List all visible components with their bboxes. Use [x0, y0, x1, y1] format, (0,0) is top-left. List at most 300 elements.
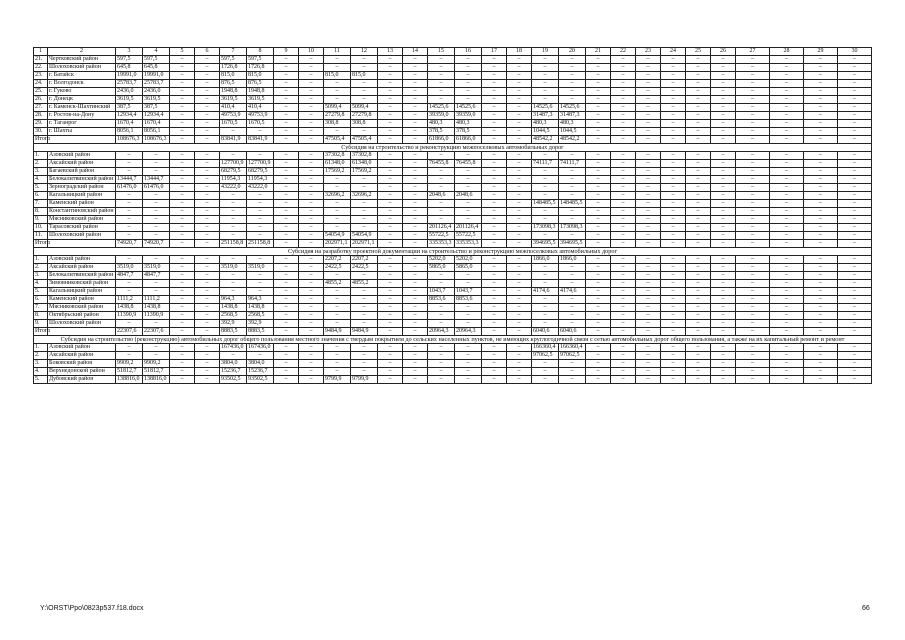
table-cell: 93502,5 — [220, 376, 247, 384]
table-cell: – — [378, 360, 403, 368]
table-cell: – — [559, 232, 586, 240]
table-cell: – — [838, 88, 872, 96]
column-number-cell: 18 — [507, 48, 532, 56]
table-cell: – — [195, 112, 220, 120]
table-cell: – — [736, 296, 770, 304]
table-cell: – — [378, 200, 403, 208]
table-cell: – — [586, 136, 611, 144]
table-cell: 201126,4 — [428, 224, 455, 232]
table-cell: – — [804, 352, 838, 360]
table-cell: 3619,5 — [247, 96, 274, 104]
table-cell: – — [586, 88, 611, 96]
table-cell: 30. — [34, 128, 48, 136]
table-cell: 68279,5 — [220, 168, 247, 176]
table-cell: – — [838, 304, 872, 312]
table-cell: – — [274, 264, 299, 272]
table-cell: – — [611, 184, 636, 192]
table-row — [34, 216, 872, 224]
section-heading: Субсидия на разработку проектной документации на строительство и реконструкцию межпоселковых автомобильных дорог — [34, 248, 872, 256]
table-row — [34, 88, 872, 96]
table-cell: – — [482, 224, 507, 232]
table-cell: – — [804, 296, 838, 304]
table-cell: – — [532, 64, 559, 72]
table-cell: – — [507, 320, 532, 328]
table-cell: – — [324, 304, 351, 312]
table-cell: – — [299, 376, 324, 384]
column-number-cell: 5 — [170, 48, 195, 56]
table-cell: – — [804, 232, 838, 240]
table-cell: – — [482, 56, 507, 64]
table-cell: – — [378, 256, 403, 264]
table-cell: – — [482, 64, 507, 72]
table-cell: – — [770, 200, 804, 208]
table-cell: – — [507, 368, 532, 376]
table-cell: – — [195, 136, 220, 144]
table-cell: – — [661, 352, 686, 360]
table-cell: – — [403, 192, 428, 200]
table-cell: – — [586, 128, 611, 136]
table-cell: – — [686, 232, 711, 240]
table-cell: – — [804, 288, 838, 296]
table-cell: 27279,8 — [324, 112, 351, 120]
table-cell: – — [838, 368, 872, 376]
table-cell: – — [711, 208, 736, 216]
table-cell: – — [838, 128, 872, 136]
table-cell: – — [482, 304, 507, 312]
territory-name-cell: г. Таганрог — [48, 120, 116, 128]
file-path-footer: Y:\ORST\Ppo\0823p537.f18.docx — [40, 605, 144, 612]
table-cell: – — [711, 112, 736, 120]
table-cell: – — [274, 112, 299, 120]
table-row — [34, 72, 872, 80]
table-cell: 28. — [34, 112, 48, 120]
table-cell: – — [299, 256, 324, 264]
table-cell: – — [770, 88, 804, 96]
table-cell: 2. — [34, 352, 48, 360]
table-cell: 3519,0 — [247, 264, 274, 272]
table-cell: – — [661, 72, 686, 80]
table-cell: – — [686, 72, 711, 80]
table-cell: – — [838, 224, 872, 232]
table-cell: – — [378, 208, 403, 216]
table-cell: – — [116, 352, 143, 360]
table-cell: 9799,9 — [351, 376, 378, 384]
table-cell: – — [661, 152, 686, 160]
column-number-cell: 29 — [804, 48, 838, 56]
table-cell: – — [611, 368, 636, 376]
table-cell: – — [378, 264, 403, 272]
table-cell: – — [299, 232, 324, 240]
table-cell: – — [661, 328, 686, 336]
table-cell: – — [378, 64, 403, 72]
table-cell: – — [274, 200, 299, 208]
table-cell: – — [686, 312, 711, 320]
table-cell: – — [116, 208, 143, 216]
table-cell: 392,9 — [247, 320, 274, 328]
table-cell: 97062,5 — [559, 352, 586, 360]
table-cell: – — [686, 80, 711, 88]
table-cell: – — [482, 288, 507, 296]
table-cell: – — [170, 224, 195, 232]
table-cell: 1948,8 — [220, 88, 247, 96]
table-cell: – — [804, 184, 838, 192]
table-cell: – — [711, 56, 736, 64]
table-cell: 964,3 — [247, 296, 274, 304]
table-cell: – — [507, 288, 532, 296]
table-cell: 815,0 — [247, 72, 274, 80]
table-cell: – — [324, 288, 351, 296]
table-cell: – — [686, 272, 711, 280]
table-cell: – — [403, 216, 428, 224]
table-cell: – — [403, 88, 428, 96]
table-cell: – — [770, 272, 804, 280]
territory-name-cell: г. Каменск-Шахтинский — [48, 104, 116, 112]
table-cell: – — [711, 224, 736, 232]
column-number-cell: 20 — [559, 48, 586, 56]
table-cell: 202971,1 — [351, 240, 378, 248]
table-cell: – — [636, 216, 661, 224]
table-cell: 43222,0 — [247, 184, 274, 192]
table-cell: 37302,8 — [351, 152, 378, 160]
table-cell: – — [428, 176, 455, 184]
table-cell: 49753,9 — [220, 112, 247, 120]
table-cell: – — [686, 240, 711, 248]
table-cell: 12934,4 — [116, 112, 143, 120]
table-cell: – — [195, 56, 220, 64]
table-cell: – — [507, 312, 532, 320]
table-cell: 43222,0 — [220, 184, 247, 192]
table-cell: – — [711, 160, 736, 168]
table-cell: – — [170, 72, 195, 80]
table-cell: – — [736, 128, 770, 136]
table-cell: – — [686, 256, 711, 264]
table-cell: – — [636, 112, 661, 120]
table-cell: – — [611, 208, 636, 216]
table-cell: – — [661, 280, 686, 288]
table-cell: – — [736, 168, 770, 176]
table-cell: – — [711, 72, 736, 80]
table-cell: – — [143, 352, 170, 360]
table-cell: – — [661, 224, 686, 232]
table-cell: – — [403, 224, 428, 232]
table-cell: – — [636, 376, 661, 384]
table-cell: – — [804, 136, 838, 144]
table-cell: – — [195, 280, 220, 288]
territory-name-cell: Верхнедонской район — [48, 368, 116, 376]
table-cell: – — [378, 88, 403, 96]
table-cell: 13444,7 — [116, 176, 143, 184]
table-row — [34, 112, 872, 120]
table-cell: 10. — [34, 224, 48, 232]
table-cell: 11954,3 — [220, 176, 247, 184]
table-row — [34, 128, 872, 136]
table-cell: – — [611, 192, 636, 200]
table-row — [34, 120, 872, 128]
table-cell: – — [482, 344, 507, 352]
table-cell: 76455,8 — [428, 160, 455, 168]
table-cell: 2048,6 — [455, 192, 482, 200]
table-cell: – — [736, 192, 770, 200]
table-cell: – — [611, 224, 636, 232]
table-cell: – — [220, 152, 247, 160]
table-cell: 4174,6 — [532, 288, 559, 296]
table-cell: 2. — [34, 264, 48, 272]
table-cell: – — [559, 72, 586, 80]
table-cell: – — [586, 256, 611, 264]
table-cell: 394695,5 — [532, 240, 559, 248]
table-cell: – — [636, 168, 661, 176]
table-cell: – — [770, 80, 804, 88]
table-row — [34, 224, 872, 232]
table-cell: – — [274, 304, 299, 312]
table-cell: – — [378, 176, 403, 184]
territory-name-cell: Кагальницкий район — [48, 192, 116, 200]
table-cell: – — [299, 320, 324, 328]
column-number-cell: 17 — [482, 48, 507, 56]
table-cell: – — [636, 160, 661, 168]
table-cell: – — [636, 96, 661, 104]
table-cell: – — [378, 288, 403, 296]
table-cell: – — [611, 272, 636, 280]
table-cell: – — [403, 176, 428, 184]
table-cell: – — [611, 136, 636, 144]
table-cell: – — [143, 280, 170, 288]
table-cell: – — [636, 224, 661, 232]
table-cell: – — [686, 216, 711, 224]
table-cell: 308,8 — [324, 120, 351, 128]
table-cell: – — [736, 312, 770, 320]
table-cell: 9. — [34, 320, 48, 328]
table-cell: – — [838, 232, 872, 240]
table-cell: – — [324, 64, 351, 72]
table-cell: 1726,8 — [220, 64, 247, 72]
table-cell: – — [636, 104, 661, 112]
table-cell: – — [586, 184, 611, 192]
table-cell: 1866,0 — [532, 256, 559, 264]
table-cell: – — [611, 56, 636, 64]
table-cell: – — [247, 232, 274, 240]
table-cell: 31487,3 — [559, 112, 586, 120]
table-cell: 61348,0 — [324, 160, 351, 168]
table-cell: – — [686, 296, 711, 304]
column-number-cell: 22 — [611, 48, 636, 56]
table-cell: – — [482, 216, 507, 224]
table-row — [34, 304, 872, 312]
table-cell: 2568,5 — [220, 312, 247, 320]
table-cell: – — [532, 264, 559, 272]
table-cell: – — [299, 288, 324, 296]
table-cell: 4855,2 — [324, 280, 351, 288]
table-cell: – — [611, 256, 636, 264]
table-cell: – — [428, 64, 455, 72]
table-cell: 97062,5 — [532, 352, 559, 360]
table-cell: – — [428, 312, 455, 320]
table-cell: 1. — [34, 152, 48, 160]
territory-name-cell: г. Волгодонск — [48, 80, 116, 88]
table-cell: – — [586, 80, 611, 88]
table-cell: – — [428, 280, 455, 288]
table-cell: – — [170, 200, 195, 208]
table-cell: – — [482, 80, 507, 88]
table-cell: 17569,2 — [324, 168, 351, 176]
table-cell: – — [686, 112, 711, 120]
table-cell: – — [299, 120, 324, 128]
table-cell: – — [351, 128, 378, 136]
table-row — [34, 328, 872, 336]
document-page — [33, 47, 871, 384]
table-cell: – — [636, 264, 661, 272]
table-cell: – — [838, 320, 872, 328]
table-cell: – — [195, 352, 220, 360]
table-cell: – — [170, 256, 195, 264]
table-cell: – — [170, 288, 195, 296]
table-cell: – — [403, 112, 428, 120]
table-cell: – — [351, 176, 378, 184]
table-cell: – — [636, 312, 661, 320]
table-cell: – — [403, 352, 428, 360]
table-row — [34, 352, 872, 360]
table-cell: – — [195, 256, 220, 264]
table-cell: – — [247, 152, 274, 160]
table-cell: – — [804, 240, 838, 248]
table-cell: – — [661, 216, 686, 224]
table-cell: – — [507, 352, 532, 360]
table-cell: – — [507, 344, 532, 352]
table-cell: – — [299, 296, 324, 304]
table-cell: – — [299, 72, 324, 80]
table-cell: – — [586, 96, 611, 104]
table-cell: – — [736, 224, 770, 232]
territory-name-cell: Боковский район — [48, 360, 116, 368]
table-cell: – — [482, 192, 507, 200]
table-cell: 3804,0 — [247, 360, 274, 368]
table-cell: – — [661, 136, 686, 144]
table-cell: – — [736, 160, 770, 168]
table-row — [34, 96, 872, 104]
table-cell: – — [532, 176, 559, 184]
table-cell: – — [482, 136, 507, 144]
table-cell: – — [324, 200, 351, 208]
table-cell: – — [455, 168, 482, 176]
table-cell: – — [170, 112, 195, 120]
table-cell: – — [770, 256, 804, 264]
table-cell: – — [838, 168, 872, 176]
table-cell: – — [686, 128, 711, 136]
table-cell: – — [686, 208, 711, 216]
table-cell: – — [403, 160, 428, 168]
table-cell: – — [143, 232, 170, 240]
table-cell: – — [482, 112, 507, 120]
table-cell: – — [170, 120, 195, 128]
table-cell: – — [482, 312, 507, 320]
table-cell: – — [116, 192, 143, 200]
table-cell: – — [838, 272, 872, 280]
column-number-cell: 23 — [636, 48, 661, 56]
table-cell: – — [559, 312, 586, 320]
table-cell: – — [274, 104, 299, 112]
table-cell: 61476,0 — [143, 184, 170, 192]
table-cell: – — [482, 232, 507, 240]
table-cell: – — [711, 216, 736, 224]
territory-name-cell: Багаевский район — [48, 168, 116, 176]
table-cell: – — [586, 368, 611, 376]
territory-name-cell — [48, 328, 116, 336]
territory-name-cell: Октябрьский район — [48, 312, 116, 320]
table-cell: – — [838, 352, 872, 360]
table-cell: – — [403, 184, 428, 192]
table-cell: 47505,4 — [324, 136, 351, 144]
table-cell: – — [661, 256, 686, 264]
table-cell: – — [274, 320, 299, 328]
table-row — [34, 264, 872, 272]
table-cell: – — [116, 280, 143, 288]
table-cell: – — [532, 192, 559, 200]
table-cell: – — [532, 376, 559, 384]
table-cell: – — [274, 224, 299, 232]
table-cell: – — [403, 344, 428, 352]
table-cell: – — [532, 80, 559, 88]
table-cell: 17569,2 — [351, 168, 378, 176]
territory-name-cell: Тарасовский район — [48, 224, 116, 232]
table-cell: 32696,2 — [351, 192, 378, 200]
table-cell: – — [507, 232, 532, 240]
table-cell: – — [299, 352, 324, 360]
table-cell: – — [143, 288, 170, 296]
table-cell: – — [220, 224, 247, 232]
table-cell: – — [299, 208, 324, 216]
table-cell: 3. — [34, 360, 48, 368]
table-cell: 1866,0 — [559, 256, 586, 264]
table-cell: 54054,9 — [351, 232, 378, 240]
table-cell: – — [195, 344, 220, 352]
table-cell: – — [378, 136, 403, 144]
table-cell: 1438,8 — [143, 304, 170, 312]
table-cell: – — [274, 56, 299, 64]
table-cell: – — [736, 344, 770, 352]
table-cell: – — [804, 168, 838, 176]
table-cell: 8883,5 — [220, 328, 247, 336]
table-cell: – — [378, 168, 403, 176]
table-cell: – — [274, 128, 299, 136]
table-cell: – — [507, 328, 532, 336]
table-cell: 11390,9 — [143, 312, 170, 320]
table-cell: 2207,2 — [351, 256, 378, 264]
table-cell: – — [586, 272, 611, 280]
table-cell: – — [586, 112, 611, 120]
table-cell: – — [711, 320, 736, 328]
table-cell: 378,5 — [428, 128, 455, 136]
table-cell: – — [736, 240, 770, 248]
table-cell: – — [170, 272, 195, 280]
table-cell: – — [247, 272, 274, 280]
table-cell: – — [403, 232, 428, 240]
table-cell: – — [195, 368, 220, 376]
column-number-cell: 19 — [532, 48, 559, 56]
table-cell: – — [686, 152, 711, 160]
table-cell: – — [403, 320, 428, 328]
territory-name-cell: Зерноградский район — [48, 184, 116, 192]
table-cell: – — [351, 64, 378, 72]
table-cell: 1111,2 — [116, 296, 143, 304]
table-cell: 1043,7 — [428, 288, 455, 296]
table-cell: – — [838, 152, 872, 160]
table-cell: – — [736, 352, 770, 360]
table-cell: 5865,0 — [428, 264, 455, 272]
table-cell: – — [559, 264, 586, 272]
budget-table — [33, 47, 872, 384]
table-cell: – — [804, 304, 838, 312]
column-number-cell: 6 — [195, 48, 220, 56]
